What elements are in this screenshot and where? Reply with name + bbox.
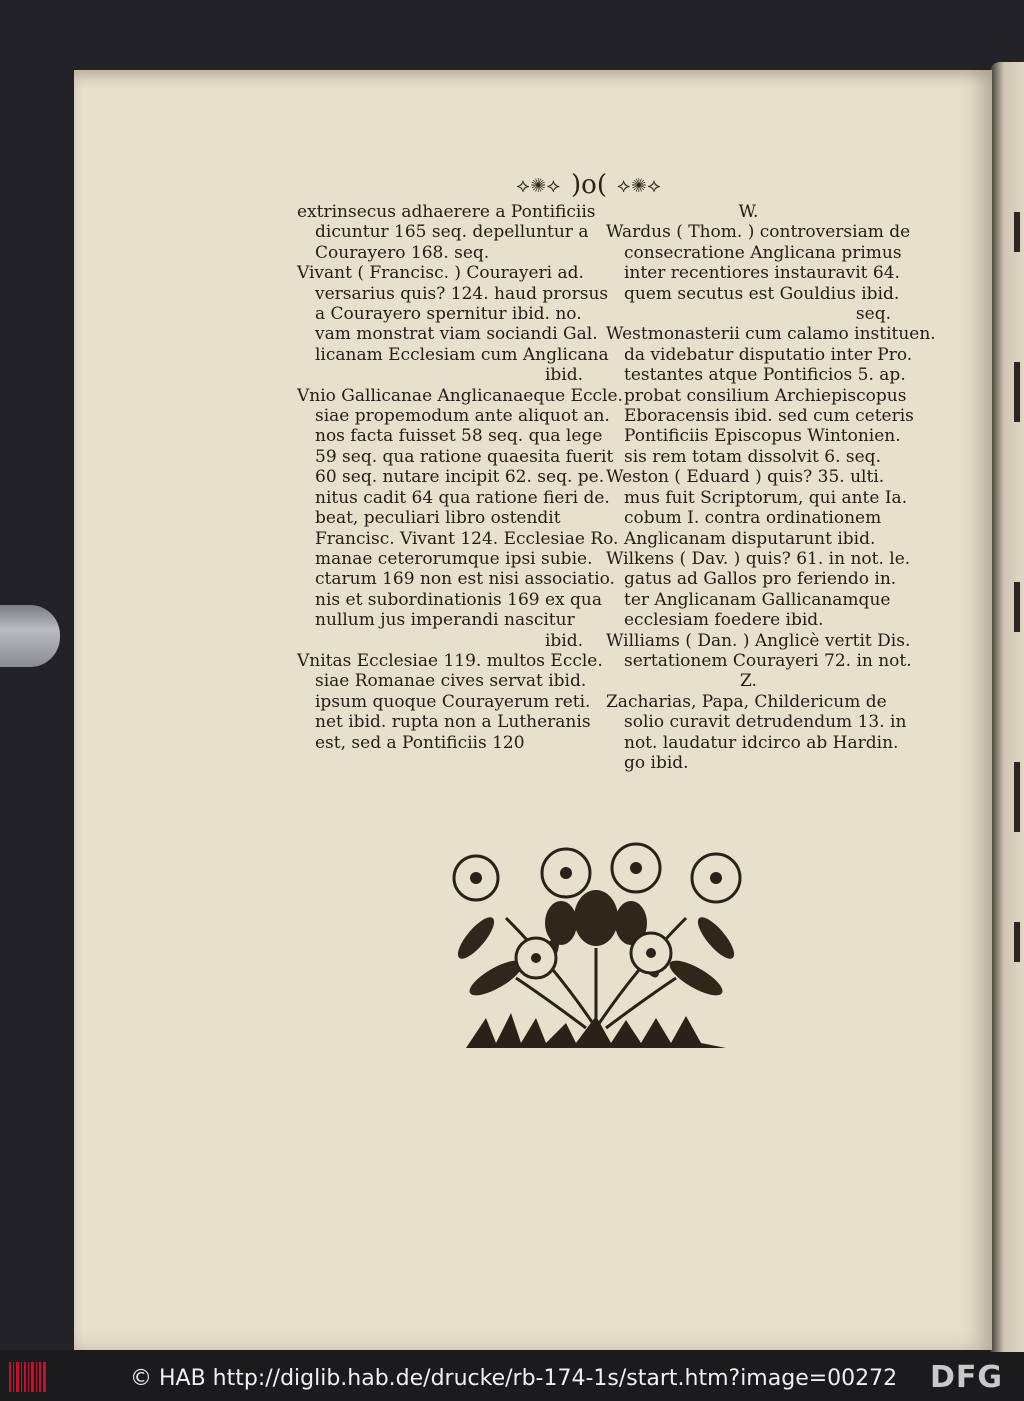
index-line: extrinsecus adhaerere a Pontificiis: [297, 202, 596, 222]
index-line: solio curavit detrudendum 13. in: [624, 712, 907, 733]
index-line: inter recentiores instauravit 64.: [624, 263, 900, 284]
index-line: quem secutus est Gouldius ibid.: [624, 283, 900, 304]
index-entry-westmonasterii: Westmonasterii cum calamo instituen.: [606, 324, 936, 345]
index-line: nullum jus imperandi nascitur: [315, 610, 575, 631]
index-line: da videbatur disputatio inter Pro.: [624, 344, 913, 365]
index-line: ter Anglicanam Gallicanamque: [624, 589, 891, 610]
index-line: probat consilium Archiepiscopus: [624, 385, 907, 406]
index-entry-vivant: Vivant ( Francisc. ) Courayeri ad.: [297, 263, 584, 284]
index-entry-wilkens: Wilkens ( Dav. ) quis? 61. in not. le.: [606, 548, 911, 569]
index-line: Pontificiis Episcopus Wintonien.: [624, 426, 901, 447]
index-line: gatus ad Gallos pro feriendo in.: [624, 569, 897, 590]
index-line: sertationem Courayeri 72. in not.: [624, 650, 912, 671]
index-line: 60 seq. nutare incipit 62. seq. pe.: [315, 467, 605, 488]
index-line: sis rem totam dissolvit 6. seq.: [624, 446, 881, 467]
index-line: beat, peculiari libro ostendit: [315, 508, 561, 529]
header-center: )o(: [571, 170, 607, 200]
index-line: ecclesiam foedere ibid.: [624, 610, 824, 631]
index-line: testantes atque Pontificios 5. ap.: [624, 365, 906, 386]
index-line: net ibid. rupta non a Lutheranis: [315, 712, 591, 733]
index-line: not. laudatur idcirco ab Hardin.: [624, 732, 899, 753]
index-line: ctarum 169 non est nisi associatio.: [315, 569, 615, 590]
index-line: consecratione Anglicana primus: [624, 242, 902, 263]
index-line: 59 seq. qua ratione quaesita fuerit: [315, 446, 614, 467]
index-line: seq.: [855, 304, 891, 325]
index-line: Anglicanam disputarunt ibid.: [624, 528, 876, 549]
index-column-right: [606, 202, 936, 773]
index-line: ibid.: [544, 365, 583, 386]
index-line: siae Romanae cives servat ibid.: [315, 671, 587, 692]
page-header: [474, 170, 704, 200]
right-ornament: ⟡✺⟡: [616, 173, 662, 197]
flower-woodcut-icon: [436, 838, 754, 1060]
index-line: nos facta fuisset 58 seq. qua lege: [315, 426, 603, 447]
index-entry-weston: Weston ( Eduard ) quis? 35. ulti.: [606, 467, 885, 488]
facing-page-edge: [990, 62, 1024, 1352]
index-line: a Courayero spernitur ibid. no.: [315, 304, 582, 325]
index-entry-williams: Williams ( Dan. ) Anglicè vertit Dis.: [606, 630, 911, 651]
index-line: Courayero 168. seq.: [315, 242, 490, 263]
index-line: licanam Ecclesiam cum Anglicana: [315, 344, 609, 365]
index-line: dicuntur 165 seq. depelluntur a: [315, 222, 589, 243]
index-entry-vnio: Vnio Gallicanae Anglicanaeque Eccle.: [297, 385, 623, 406]
index-entry-wardus: Wardus ( Thom. ) controversiam de: [606, 222, 911, 243]
barcode-icon: [8, 1360, 48, 1394]
index-line: versarius quis? 124. haud prorsus: [315, 283, 609, 304]
index-line: mus fuit Scriptorum, qui ante Ia.: [624, 487, 908, 508]
index-line: siae propemodum ante aliquot an.: [315, 406, 610, 427]
index-line: Eboracensis ibid. sed cum ceteris: [624, 406, 914, 427]
index-line: ibid.: [544, 630, 583, 651]
index-line: cobum I. contra ordinationem: [624, 508, 882, 529]
index-column-left: [297, 202, 623, 753]
viewer-footer: [0, 1354, 1024, 1401]
dfg-logo: DFG: [930, 1360, 1004, 1395]
index-entry-zacharias: Zacharias, Papa, Childericum de: [606, 691, 887, 712]
index-line: nitus cadit 64 qua ratione fieri de.: [315, 487, 610, 508]
source-credit: © HAB http://diglib.hab.de/drucke/rb-174-1s/start.htm?image=00272: [130, 1366, 898, 1391]
index-line: nis et subordinationis 169 ex qua: [315, 589, 603, 610]
index-entry-vnitas: Vnitas Ecclesiae 119. multos Eccle.: [297, 650, 603, 671]
section-letter-w: W.: [738, 202, 759, 222]
page-clip: [0, 605, 60, 667]
index-line: manae ceterorumque ipsi subie.: [315, 548, 593, 569]
left-ornament: ⟡✺⟡: [516, 173, 562, 197]
index-line: Francisc. Vivant 124. Ecclesiae Ro.: [315, 528, 619, 549]
section-letter-z: Z.: [740, 671, 757, 692]
index-line: ipsum quoque Courayerum reti.: [315, 691, 591, 712]
index-line: vam monstrat viam sociandi Gal.: [315, 324, 598, 345]
index-line: go ibid.: [624, 752, 689, 773]
index-line: est, sed a Pontificiis 120: [315, 732, 525, 753]
